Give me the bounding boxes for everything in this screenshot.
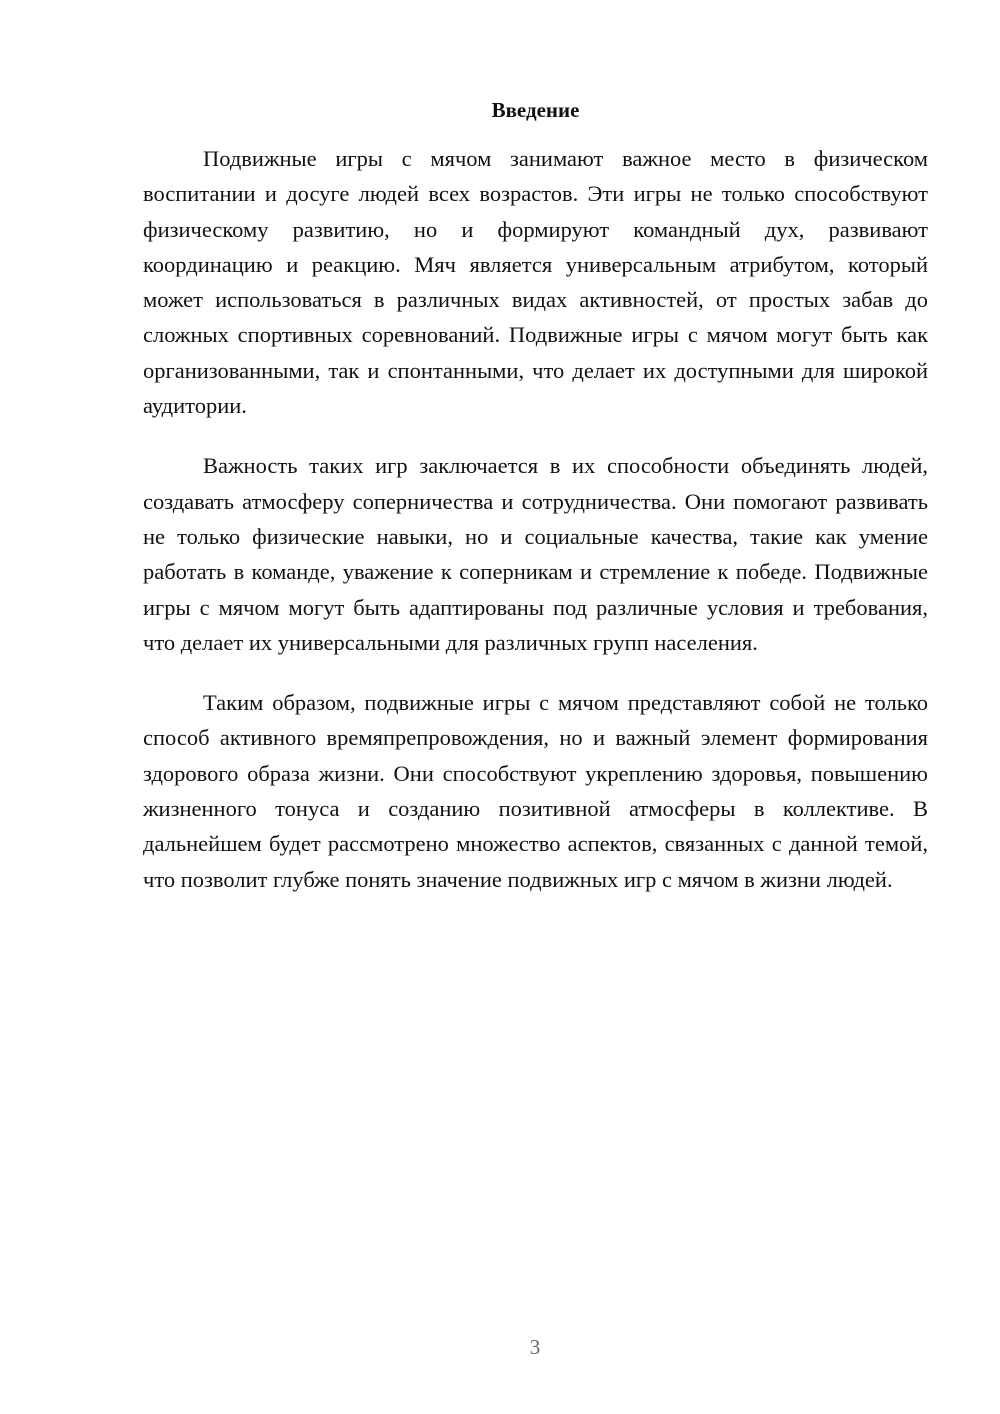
paragraph-1: Подвижные игры с мячом занимают важное место в физическом воспитании и досуге людей всех возрастов. Эти игры не только способствуют физическому развитию, но и формируют командный дух, развивают координацию и реакцию. Мяч является универсальным атрибутом, который может использоваться в различных видах активностей, от простых забав до сложных спортивных соревнований. Подвижные игры с мячом могут быть как организованными, так и спонтанными, что делает их доступными для широкой аудитории. (143, 146, 928, 419)
paragraph-2: Важность таких игр заключается в их способности объединять людей, создавать атмосферу соперничества и сотрудничества. Они помогают развивать не только физические навыки, но и социальные качества, такие как умение работать в команде, уважение к соперникам и стремление к победе. Подвижные игры с мячом могут быть адаптированы под различные условия и требования, что делает их универсальными для различных групп населения. (143, 453, 928, 655)
section-title: Введение (491, 98, 580, 122)
page-number: 3 (529, 1335, 541, 1359)
page-content (143, 93, 928, 897)
paragraph-3: Таким образом, подвижные игры с мячом представляют собой не только способ активного времяпрепровождения, но и важный элемент формирования здорового образа жизни. Они способствуют укреплению здоровья, повышению жизненного тонуса и созданию позитивной атмосферы в коллективе. В дальнейшем будет рассмотрено множество аспектов, связанных с данной темой, что позволит глубже понять значение подвижных игр с мячом в жизни людей. (143, 690, 928, 892)
